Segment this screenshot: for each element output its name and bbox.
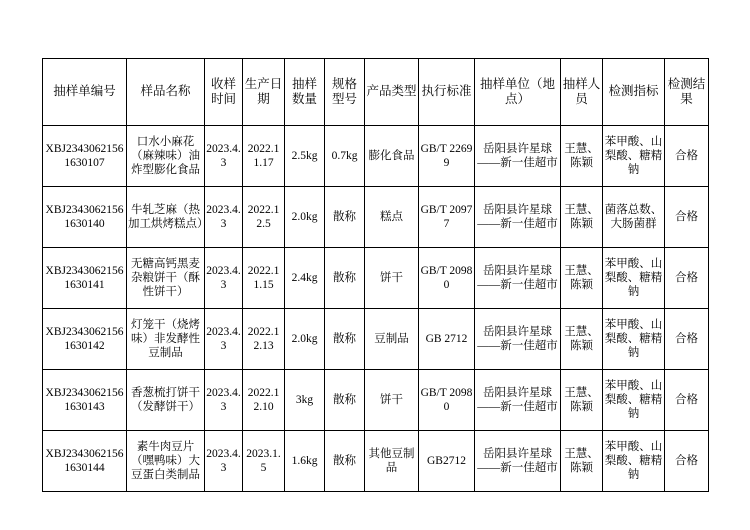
cell-target: 苯甲酸、山梨酸、糖精钠 (603, 248, 665, 309)
column-header-code: 抽样单编号 (43, 59, 127, 126)
cell-standard: GB/T 20980 (419, 370, 475, 431)
cell-quantity: 1.6kg (285, 431, 325, 492)
table-row (43, 309, 709, 370)
cell-target: 菌落总数、大肠菌群 (603, 187, 665, 248)
cell-spec: 散称 (325, 309, 365, 370)
cell-sample-name: 牛轧芝麻（热加工烘烤糕点） (127, 187, 205, 248)
cell-quantity: 2.0kg (285, 309, 325, 370)
cell-product-type: 豆制品 (365, 309, 419, 370)
cell-target: 苯甲酸、山梨酸、糖精钠 (603, 370, 665, 431)
cell-unit: 岳阳县许星球——新一佳超市 (475, 187, 561, 248)
cell-unit: 岳阳县许星球——新一佳超市 (475, 431, 561, 492)
table-row (43, 431, 709, 492)
cell-standard: GB2712 (419, 431, 475, 492)
sampling-inspection-table (42, 58, 709, 492)
cell-standard: GB/T 20977 (419, 187, 475, 248)
column-header-standard: 执行标准 (419, 59, 475, 126)
table-header-row (43, 59, 709, 126)
column-header-target: 检测指标 (603, 59, 665, 126)
table-header (43, 59, 709, 126)
cell-product-type: 饼干 (365, 370, 419, 431)
cell-production-date: 2023.1.5 (243, 431, 285, 492)
column-header-production-date: 生产日期 (243, 59, 285, 126)
cell-quantity: 2.0kg (285, 187, 325, 248)
cell-person: 王慧、陈颖 (561, 309, 603, 370)
cell-quantity: 2.4kg (285, 248, 325, 309)
cell-collect-time: 2023.4.3 (205, 309, 243, 370)
cell-target: 苯甲酸、山梨酸、糖精钠 (603, 126, 665, 187)
table-row (43, 370, 709, 431)
cell-code: XBJ23430621561630107 (43, 126, 127, 187)
cell-quantity: 2.5kg (285, 126, 325, 187)
cell-result: 合格 (665, 370, 709, 431)
cell-code: XBJ23430621561630140 (43, 187, 127, 248)
cell-person: 王慧、陈颖 (561, 370, 603, 431)
cell-code: XBJ23430621561630141 (43, 248, 127, 309)
cell-collect-time: 2023.4.3 (205, 187, 243, 248)
cell-product-type: 饼干 (365, 248, 419, 309)
cell-sample-name: 灯笼干（烧烤味）非发酵性豆制品 (127, 309, 205, 370)
cell-result: 合格 (665, 126, 709, 187)
cell-target: 苯甲酸、山梨酸、糖精钠 (603, 309, 665, 370)
cell-collect-time: 2023.4.3 (205, 248, 243, 309)
cell-unit: 岳阳县许星球——新一佳超市 (475, 248, 561, 309)
table-row (43, 187, 709, 248)
cell-product-type: 膨化食品 (365, 126, 419, 187)
cell-result: 合格 (665, 309, 709, 370)
cell-product-type: 糕点 (365, 187, 419, 248)
table-row (43, 248, 709, 309)
cell-result: 合格 (665, 248, 709, 309)
column-header-result: 检测结果 (665, 59, 709, 126)
cell-spec: 散称 (325, 431, 365, 492)
cell-production-date: 2022.11.17 (243, 126, 285, 187)
table-body (43, 126, 709, 492)
cell-person: 王慧、陈颖 (561, 431, 603, 492)
cell-person: 王慧、陈颖 (561, 187, 603, 248)
cell-unit: 岳阳县许星球——新一佳超市 (475, 126, 561, 187)
cell-spec: 0.7kg (325, 126, 365, 187)
column-header-product-type: 产品类型 (365, 59, 419, 126)
cell-production-date: 2022.12.10 (243, 370, 285, 431)
cell-unit: 岳阳县许星球——新一佳超市 (475, 370, 561, 431)
column-header-spec: 规格型号 (325, 59, 365, 126)
cell-sample-name: 无糖高钙黑麦杂粮饼干（酥性饼干） (127, 248, 205, 309)
column-header-unit: 抽样单位（地点） (475, 59, 561, 126)
column-header-quantity: 抽样数量 (285, 59, 325, 126)
cell-code: XBJ23430621561630142 (43, 309, 127, 370)
cell-code: XBJ23430621561630143 (43, 370, 127, 431)
column-header-sample-name: 样品名称 (127, 59, 205, 126)
table-row (43, 126, 709, 187)
cell-result: 合格 (665, 431, 709, 492)
cell-standard: GB 2712 (419, 309, 475, 370)
cell-product-type: 其他豆制品 (365, 431, 419, 492)
cell-result: 合格 (665, 187, 709, 248)
column-header-collect-time: 收样时间 (205, 59, 243, 126)
cell-person: 王慧、陈颖 (561, 248, 603, 309)
cell-spec: 散称 (325, 187, 365, 248)
cell-collect-time: 2023.4.3 (205, 370, 243, 431)
cell-sample-name: 口水小麻花（麻辣味）油炸型膨化食品 (127, 126, 205, 187)
cell-production-date: 2022.12.5 (243, 187, 285, 248)
cell-person: 王慧、陈颖 (561, 126, 603, 187)
cell-collect-time: 2023.4.3 (205, 126, 243, 187)
cell-quantity: 3kg (285, 370, 325, 431)
column-header-person: 抽样人员 (561, 59, 603, 126)
cell-sample-name: 素牛肉豆片（嘿鸭味）大豆蛋白类制品 (127, 431, 205, 492)
cell-production-date: 2022.12.13 (243, 309, 285, 370)
cell-collect-time: 2023.4.3 (205, 431, 243, 492)
cell-spec: 散称 (325, 370, 365, 431)
cell-sample-name: 香葱梳打饼干（发酵饼干） (127, 370, 205, 431)
cell-spec: 散称 (325, 248, 365, 309)
cell-unit: 岳阳县许星球——新一佳超市 (475, 309, 561, 370)
cell-standard: GB/T 20980 (419, 248, 475, 309)
cell-target: 苯甲酸、山梨酸、糖精钠 (603, 431, 665, 492)
cell-standard: GB/T 22699 (419, 126, 475, 187)
cell-code: XBJ23430621561630144 (43, 431, 127, 492)
cell-production-date: 2022.11.15 (243, 248, 285, 309)
